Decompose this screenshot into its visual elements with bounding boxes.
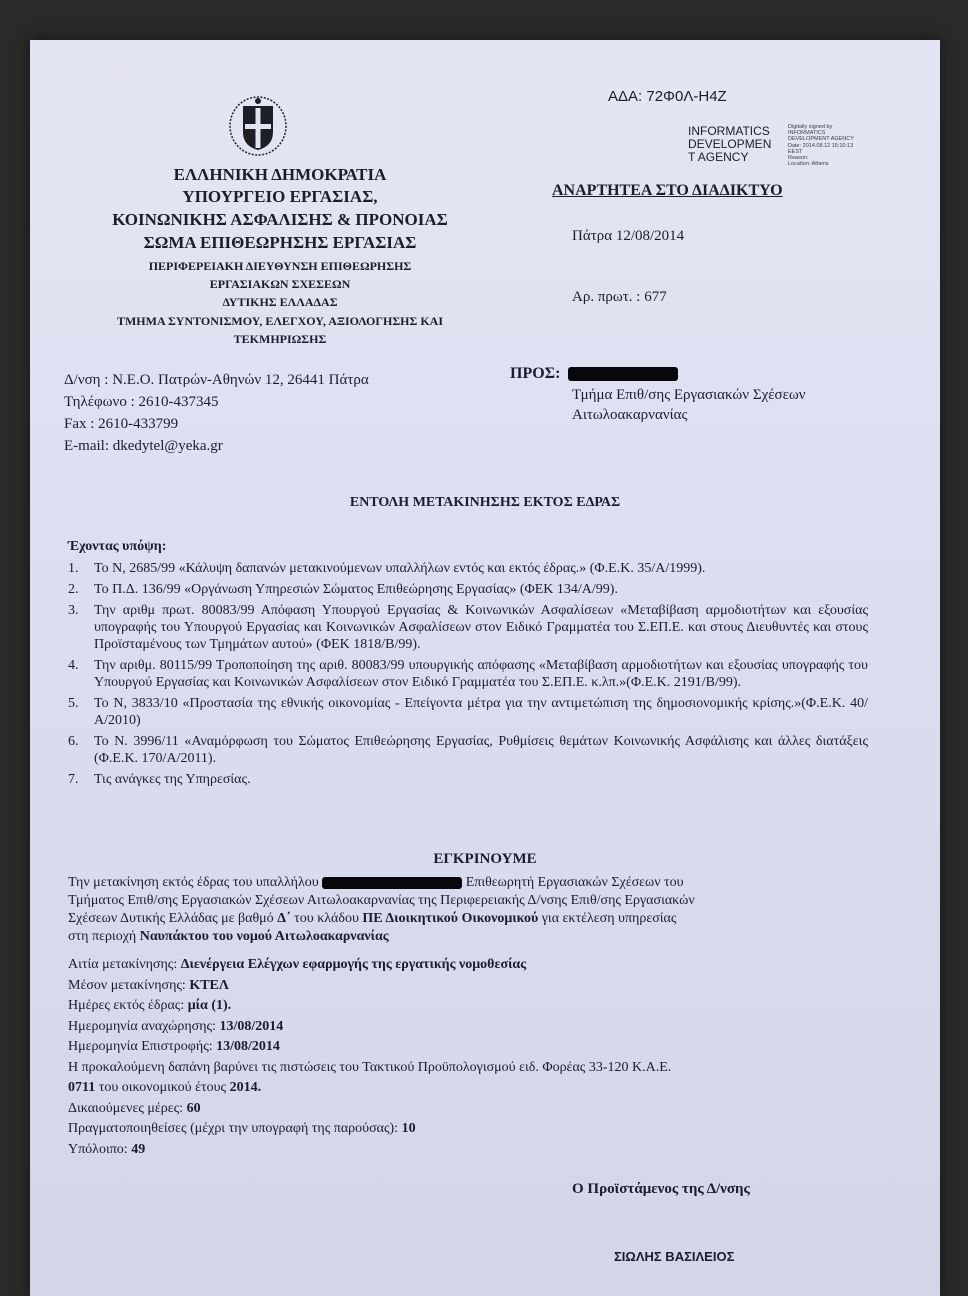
contact-phone: Τηλέφωνο : 2610-437345: [64, 394, 219, 410]
list-item: 3. Την αριθμ πρωτ. 80083/99 Απόφαση Υπουργού Εργασίας & Κοινωνικών Ασφαλίσεων «Μεταβίβαση αρμοδιοτήτων και εξουσίας υπογραφής του Υπουργού Εργασίας και Κοινωνικών Ασφαλίσεων στον Ειδικό Γραμματέα του Σ.ΕΠ.Ε. και στους Διευθυντές και στους Προϊσταμένους των Τμημάτων αυτού» (ΦΕΚ 1818/Β/99).: [68, 603, 868, 652]
recipient-block: Τμήμα Επιθ/σης Εργασιακών Σχέσεων Αιτωλοακαρνανίας: [572, 387, 806, 423]
contact-block: [64, 369, 369, 457]
field-means: Μέσον μετακίνησης: ΚΤΕΛ: [68, 977, 229, 993]
header-line-1: ΕΛΛΗΝΙΚΗ ΔΗΜΟΚΡΑΤΙΑ: [173, 165, 387, 184]
header-line-9: ΤΕΚΜΗΡΙΩΣΗΣ: [233, 332, 327, 346]
header-line-2: ΥΠΟΥΡΓΕΙΟ ΕΡΓΑΣΙΑΣ,: [182, 187, 378, 206]
field-entitled-days: Δικαιούμενες μέρες: 60: [68, 1100, 201, 1116]
field-return: Ημερομηνία Επιστροφής: 13/08/2014: [68, 1039, 280, 1054]
list-item: 5. Το Ν, 3833/10 «Προστασία της εθνικής οικονομίας - Επείγοντα μέτρα για την αντιμετώπιση της δημοσιονομικής κρίσης.»(Φ.Ε.Κ. 40/Α/2010): [68, 696, 868, 728]
field-departure: Ημερομηνία αναχώρησης: 13/08/2014: [68, 1018, 284, 1034]
greek-coat-of-arms-icon: [228, 92, 288, 156]
approve-heading: ΕΓΚΡΙΝΟΥΜΕ: [433, 851, 537, 867]
header-line-4: ΣΩΜΑ ΕΠΙΘΕΩΡΗΣΗΣ ΕΡΓΑΣΙΑΣ: [143, 233, 417, 252]
document-page: [30, 40, 940, 1296]
list-item: 1. Το Ν, 2685/99 «Κάλυψη δαπανών μετακινούμενων υπαλλήλων εντός και εκτός έδρας.» (Φ.Ε.Κ. 35/Α/1999).: [68, 561, 706, 576]
field-days: Ημέρες εκτός έδρας: μία (1).: [68, 998, 232, 1013]
field-remaining: Υπόλοιπο: 49: [68, 1141, 146, 1157]
header-line-3: ΚΟΙΝΩΝΙΚΗΣ ΑΣΦΑΛΙΣΗΣ & ΠΡΟΝΟΙΑΣ: [112, 210, 448, 229]
header-line-6: ΕΡΓΑΣΙΑΚΩΝ ΣΧΕΣΕΩΝ: [209, 277, 351, 291]
redaction-bar: [568, 367, 678, 381]
digital-signature-details: Digitally signed by INFORMATICS DEVELOPMENT AGENCY Date: 2014.08.12 15:10:13 EEST Reason: Location: Athens: [788, 124, 854, 168]
header-line-7: ΔΥΤΙΚΗΣ ΕΛΛΑΔΑΣ: [222, 295, 338, 309]
list-item: 4. Την αριθμ. 80115/99 Τροποποίηση της αριθ. 80083/99 υπουργικής απόφασης «Μεταβίβαση αρμοδιοτήτων και εξουσίας υπογραφής του Υπουργού Εργασίας και Κοινωνικών Ασφαλίσεων στον Ειδικό Γραμματέα του Σ.ΕΠ.Ε. κ.λπ.»(Φ.Ε.Κ. 2191/Β/99).: [68, 658, 868, 690]
redaction-bar: [322, 877, 462, 889]
signoff-title: Ο Προϊστάμενος της Δ/νσης: [572, 1181, 750, 1197]
protocol-number: Αρ. πρωτ. : 677: [572, 289, 667, 305]
ada-code: ΑΔΑ: 72Φ0Λ-Η4Ζ: [608, 88, 727, 105]
publish-notice: ΑΝΑΡΤΗΤΕΑ ΣΤΟ ΔΙΑΔΙΚΤΥΟ: [552, 182, 783, 199]
contact-fax: Fax : 2610-433799: [64, 416, 179, 432]
header-line-5: ΠΕΡΙΦΕΡΕΙΑΚΗ ΔΙΕΥΘΥΝΣΗ ΕΠΙΘΕΩΡΗΣΗΣ: [148, 259, 412, 273]
considerations-list: [68, 560, 868, 792]
trip-fields: Αιτία μετακίνησης: Διενέργεια Ελέγχων εφαρμογής της εργατικής νομοθεσίας Μέσον μετακίνησης: ΚΤΕΛ Ημέρες εκτός έδρας: μία (1). Ημερομηνία αναχώρησης: 13/08/2014 Ημερομηνία Επιστροφής: 13/08/2014 Η προκαλούμενη δαπάνη βαρύνει τις πιστώσεις του Τακτικού Προϋπολογισμού ειδ. Φορέας 33-120 Κ.Α.Ε. 0711 του οικονομικού έτους 2014. Δικαιούμενες μέρες: 60 Πραγματοποιηθείσες (μέχρι την υπογραφή της παρούσας): 10 Υπόλοιπο: 49: [68, 955, 868, 1160]
place-date: Πάτρα 12/08/2014: [572, 228, 685, 244]
field-used-days: Πραγματοποιηθείσες (μέχρι την υπογραφή της παρούσας): 10: [68, 1121, 416, 1136]
document-title: ΕΝΤΟΛΗ ΜΕΤΑΚΙΝΗΣΗΣ ΕΚΤΟΣ ΕΔΡΑΣ: [349, 495, 621, 510]
list-item: 7. Τις ανάγκες της Υπηρεσίας.: [68, 772, 251, 787]
field-reason: Αιτία μετακίνησης: Διενέργεια Ελέγχων εφαρμογής της εργατικής νομοθεσίας: [68, 957, 527, 972]
contact-email: E-mail: dkedytel@yeka.gr: [64, 438, 223, 454]
contact-address: Δ/νση : Ν.Ε.Ο. Πατρών-Αθηνών 12, 26441 Πάτρα: [64, 372, 369, 388]
signoff-name: ΣΙΩΛΗΣ ΒΑΣΙΛΕΙΟΣ: [614, 1249, 735, 1264]
field-budget: Η προκαλούμενη δαπάνη βαρύνει τις πιστώσεις του Τακτικού Προϋπολογισμού ειδ. Φορέας 33-120 Κ.Α.Ε.: [68, 1059, 672, 1075]
signature-org: INFORMATICS DEVELOPMEN T AGENCY: [688, 124, 772, 164]
recipient-label: ΠΡΟΣ:: [510, 365, 561, 382]
considering-heading: Έχοντας υπόψη:: [68, 539, 167, 554]
header-line-8: ΤΜΗΜΑ ΣΥΝΤΟΝΙΣΜΟΥ, ΕΛΕΓΧΟΥ, ΑΞΙΟΛΟΓΗΣΗΣ ΚΑΙ: [116, 314, 444, 328]
approval-paragraph: Την μετακίνηση εκτός έδρας του υπαλλήλου Επιθεωρητή Εργασιακών Σχέσεων του Τμήματος Επιθ/σης Εργασιακών Σχέσεων Αιτωλοακαρνανίας της Περιφερειακής Δ/νσης Επιθ/σης Εργασιακών Σχέσεων Δυτικής Ελλάδας με βαθμό Δ΄ του κλάδου ΠΕ Διοικητικού Οικονομικού για εκτέλεση υπηρεσίας στη περιοχή Ναυπάκτου του νομού Αιτωλοακαρνανίας: [68, 875, 695, 944]
list-item: 6. Το Ν. 3996/11 «Αναμόρφωση του Σώματος Επιθεώρησης Εργασίας, Ρυθμίσεις θεμάτων Κοινωνικής Ασφάλισης και άλλες διατάξεις (Φ.Ε.Κ. 170/Α/2011).: [68, 734, 868, 766]
list-item: 2. Το Π.Δ. 136/99 «Οργάνωση Υπηρεσιών Σώματος Επιθεώρησης Εργασίας» (ΦΕΚ 134/Α/99).: [68, 582, 618, 597]
